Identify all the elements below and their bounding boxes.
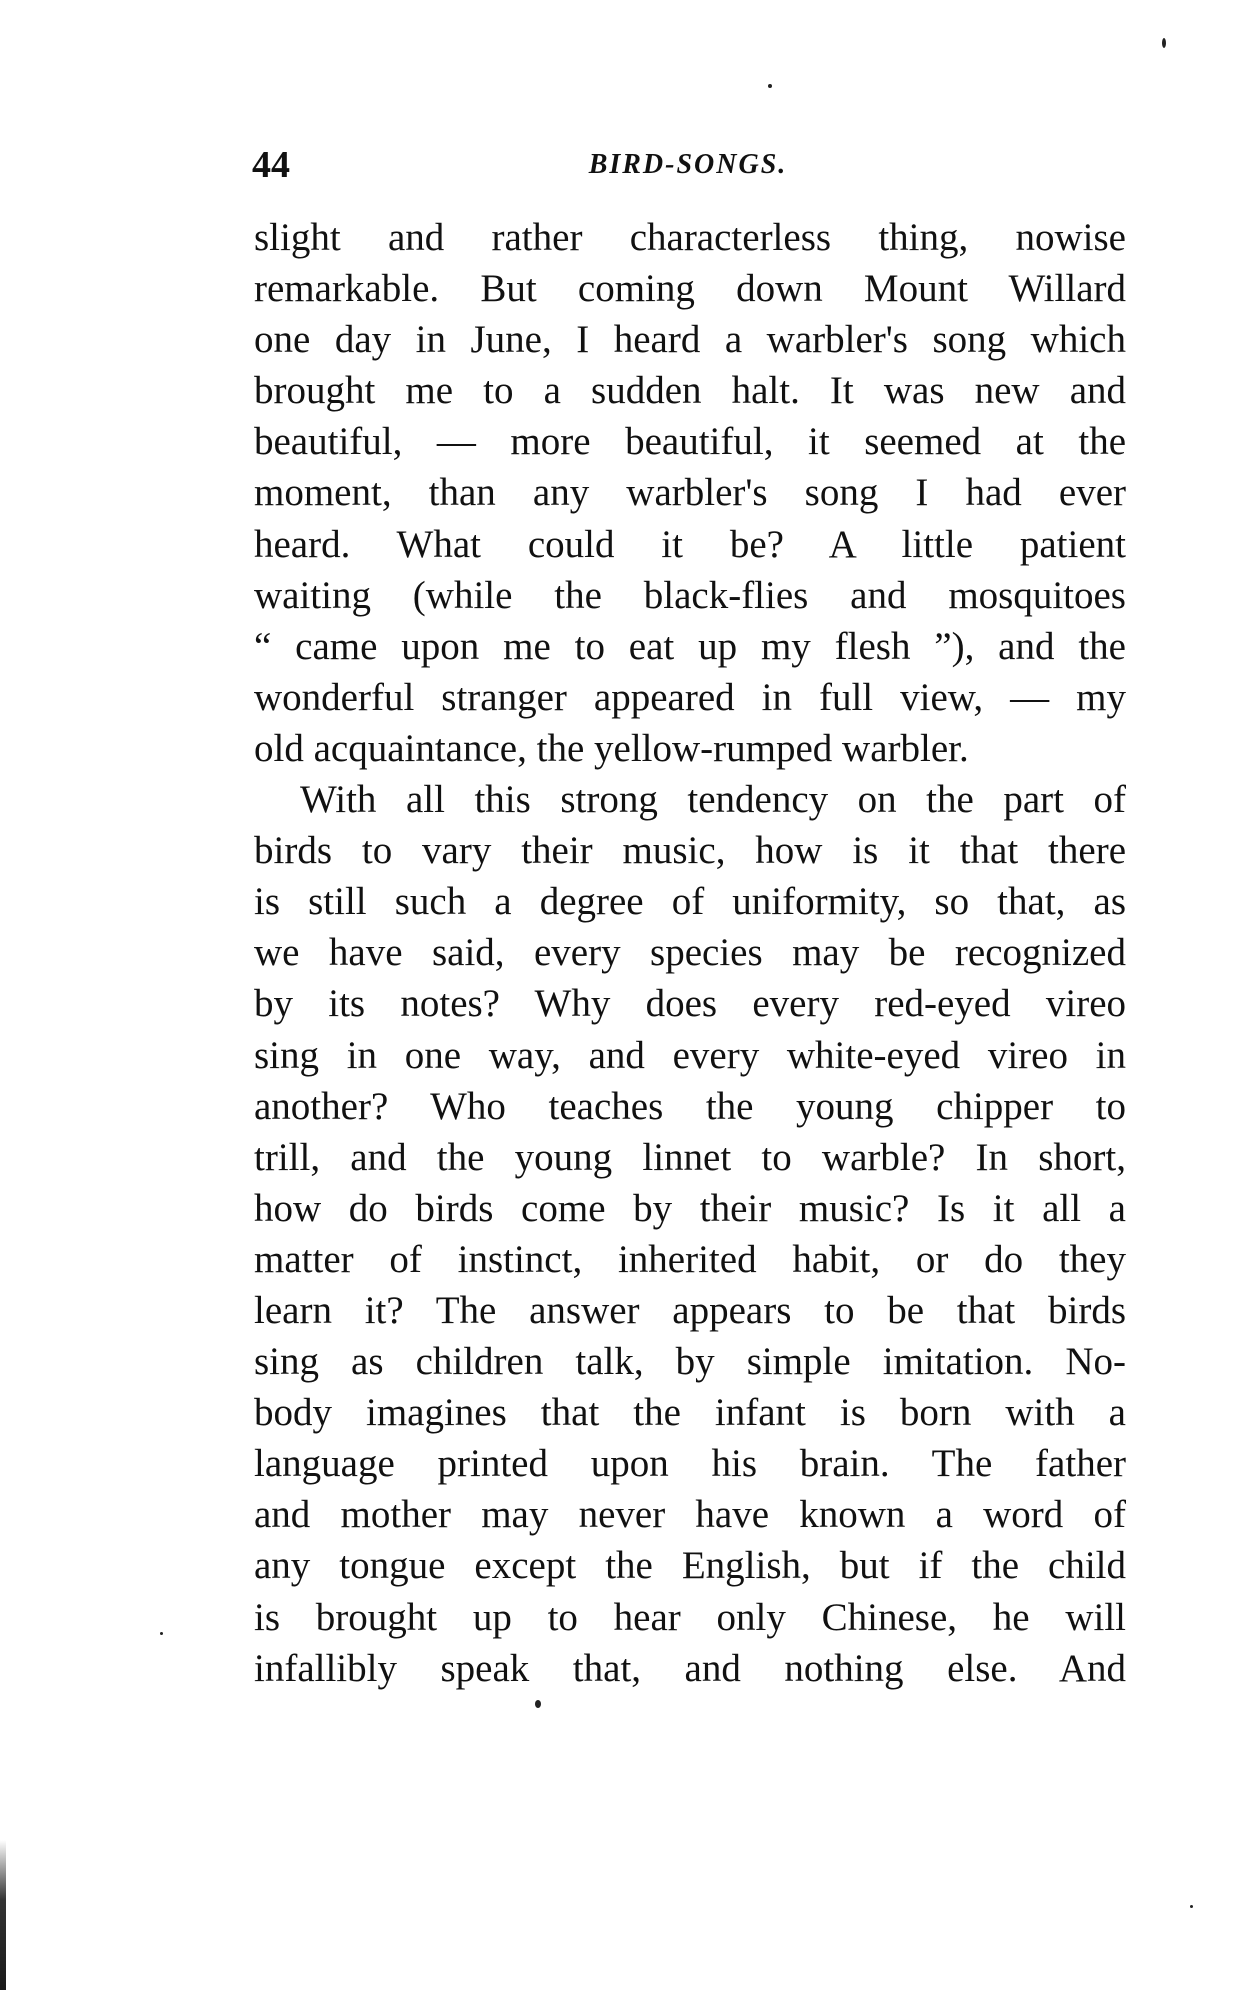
text-line: beautiful, — more beautiful, it seemed at the xyxy=(254,420,1126,464)
text-line: and mother may never have known a word of xyxy=(254,1493,1126,1537)
running-title: BIRD-SONGS. xyxy=(588,149,788,180)
text-line: language printed upon his brain. The father xyxy=(254,1442,1126,1486)
text-line: by its notes? Why does every red-eyed vireo xyxy=(254,982,1126,1026)
text-line: slight and rather characterless thing, nowise xyxy=(254,216,1126,259)
text-line: is brought up to hear only Chinese, he will xyxy=(254,1595,1126,1639)
text-line: body imagines that the infant is born with a xyxy=(254,1391,1126,1435)
text-line: matter of instinct, inherited habit, or do they xyxy=(254,1237,1126,1281)
text-line: any tongue except the English, but if the child xyxy=(254,1544,1126,1588)
page-number: 44 xyxy=(252,144,290,186)
text-line: brought me to a sudden halt. It was new and xyxy=(254,369,1126,413)
text-line: another? Who teaches the young chipper to xyxy=(254,1084,1126,1128)
paragraph xyxy=(254,212,1126,774)
scan-edge-shadow xyxy=(0,1840,6,1990)
text-line: old acquaintance, the yellow-rumped warbler. xyxy=(254,726,969,770)
text-line: trill, and the young linnet to warble? In short, xyxy=(254,1135,1126,1179)
text-line: is still such a degree of uniformity, so that, as xyxy=(254,880,1126,924)
text-line: we have said, every species may be recognized xyxy=(254,931,1126,975)
body-text xyxy=(254,212,1126,1694)
text-line: heard. What could it be? A little patient xyxy=(254,522,1126,566)
paragraph xyxy=(254,774,1126,1694)
text-line: learn it? The answer appears to be that birds xyxy=(254,1288,1126,1332)
text-line: “ came upon me to eat up my flesh ”), and the xyxy=(254,624,1126,668)
text-line: how do birds come by their music? Is it all a xyxy=(254,1186,1126,1230)
text-line: one day in June, I heard a warbler's song which xyxy=(254,318,1126,362)
text-line: sing as children talk, by simple imitation. No- xyxy=(254,1340,1126,1384)
text-line: moment, than any warbler's song I had ever xyxy=(254,471,1126,515)
text-line: sing in one way, and every white-eyed vireo in xyxy=(254,1033,1126,1077)
text-line: remarkable. But coming down Mount Willard xyxy=(254,267,1126,311)
running-head xyxy=(252,140,1124,190)
text-line: waiting (while the black-flies and mosquitoes xyxy=(254,573,1126,617)
text-line: birds to vary their music, how is it that there xyxy=(254,829,1126,873)
text-line: infallibly speak that, and nothing else. And xyxy=(254,1646,1126,1690)
text-line: wonderful stranger appeared in full view, — my xyxy=(254,675,1126,719)
text-line: With all this strong tendency on the part of xyxy=(300,778,1126,822)
